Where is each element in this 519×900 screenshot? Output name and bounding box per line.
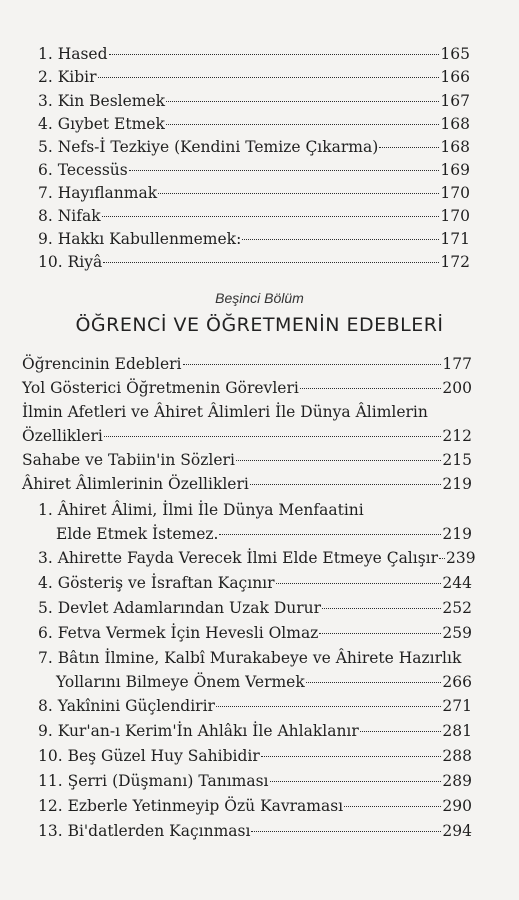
toc-entry-title: 7. Hayıflanmak — [38, 184, 158, 202]
toc-entry-title: 6. Fetva Vermek İçin Hevesli Olmaz — [38, 624, 319, 642]
toc-entry-page: 170 — [440, 184, 470, 202]
toc-entry — [22, 450, 472, 470]
toc-entry-page: 252 — [442, 599, 472, 617]
toc-entry-title: 10. Beş Güzel Huy Sahibidir — [38, 747, 260, 765]
toc-entry — [38, 206, 470, 226]
toc-entry-title: 9. Kur'an-ı Kerim'İn Ahlâkı İle Ahlaklanır — [38, 722, 359, 740]
toc-entry-title: 10. Riyâ — [38, 253, 103, 271]
toc-entry-page: 289 — [442, 772, 472, 790]
toc-entry-page: 167 — [440, 92, 470, 110]
toc-entry — [38, 696, 472, 716]
toc-entry — [38, 598, 472, 618]
dot-leader — [344, 806, 441, 807]
toc-entry-title: 13. Bi'datlerden Kaçınması — [38, 822, 251, 840]
toc-entry-title: 3. Ahirette Fayda Verecek İlmi Elde Etmeye Çalışır — [38, 549, 439, 567]
dot-leader — [306, 682, 442, 683]
dot-leader — [251, 831, 441, 832]
toc-entry — [38, 796, 472, 816]
toc-entry-title: 6. Tecessüs — [38, 161, 128, 179]
toc-entry-title: 5. Nefs-İ Tezkiye (Kendini Temize Çıkarma) — [38, 138, 379, 156]
toc-entry-title: 1. Âhiret Âlimi, İlmi İle Dünya Menfaatini — [38, 501, 364, 519]
toc-entry-first-line — [38, 500, 472, 520]
toc-entry-title: 4. Gösteriş ve İsraftan Kaçınır — [38, 574, 275, 592]
toc-entry — [38, 573, 472, 593]
toc-entry-title: 12. Ezberle Yetinmeyip Özü Kavraması — [38, 797, 344, 815]
dot-leader — [98, 77, 440, 78]
toc-entry-page: 259 — [442, 624, 472, 642]
toc-entry — [38, 746, 472, 766]
dot-leader — [183, 364, 442, 365]
toc-entry-page: 172 — [440, 253, 470, 271]
toc-entry-title: Âhiret Âlimlerinin Özellikleri — [22, 475, 249, 493]
toc-entry-title: 7. Bâtın İlmine, Kalbî Murakabeye ve Âhirete Hazırlık — [38, 649, 462, 667]
dot-leader — [103, 262, 439, 263]
toc-entry-title: Öğrencinin Edebleri — [22, 355, 182, 373]
toc-entry-page: 281 — [442, 722, 472, 740]
toc-entry — [56, 672, 472, 692]
dot-leader — [158, 193, 439, 194]
toc-entry-title-continued: Elde Etmek İstemez. — [56, 525, 219, 543]
toc-entry — [56, 524, 472, 544]
dot-leader — [216, 706, 441, 707]
toc-entry — [38, 548, 476, 568]
toc-entry-page: 165 — [440, 45, 470, 63]
toc-entry-page: 168 — [440, 138, 470, 156]
toc-entry-first-line — [38, 648, 472, 668]
toc-entry-first-line — [22, 402, 472, 422]
toc-entry — [38, 137, 470, 157]
dot-leader — [270, 781, 442, 782]
toc-entry — [38, 252, 470, 272]
toc-entry-title-continued: Yollarını Bilmeye Önem Vermek — [56, 673, 305, 691]
toc-entry-page: 212 — [442, 427, 472, 445]
dot-leader — [219, 534, 441, 535]
toc-entry-page: 169 — [440, 161, 470, 179]
dot-leader — [379, 147, 439, 148]
toc-entry-title: İlmin Afetleri ve Âhiret Âlimleri İle Dünya Âlimlerin — [22, 403, 428, 421]
toc-entry-page: 170 — [440, 207, 470, 225]
toc-entry-page: 200 — [442, 379, 472, 397]
toc-entry-page: 266 — [442, 673, 472, 691]
toc-entry-title: 11. Şerri (Düşmanı) Tanıması — [38, 772, 269, 790]
toc-entry — [38, 821, 472, 841]
toc-entry-page: 239 — [446, 549, 476, 567]
toc-entry-title: 5. Devlet Adamlarından Uzak Durur — [38, 599, 322, 617]
toc-entry — [38, 160, 470, 180]
toc-entry-title: 8. Nifak — [38, 207, 101, 225]
toc-entry-page: 219 — [442, 475, 472, 493]
toc-entry-title: 4. Gıybet Etmek — [38, 115, 165, 133]
toc-entry — [38, 721, 472, 741]
toc-entry — [22, 474, 472, 494]
toc-entry — [22, 354, 472, 374]
dot-leader — [250, 484, 442, 485]
toc-entry — [38, 91, 470, 111]
dot-leader — [276, 583, 442, 584]
toc-entry-title: Yol Gösterici Öğretmenin Görevleri — [22, 379, 299, 397]
dot-leader — [236, 460, 442, 461]
toc-entry-title: 1. Hased — [38, 45, 108, 63]
toc-entry-title: Sahabe ve Tabiin'in Sözleri — [22, 451, 235, 469]
toc-entry — [38, 114, 470, 134]
toc-entry — [38, 44, 470, 64]
section-label: Beşinci Bölüm — [215, 290, 304, 306]
dot-leader — [102, 216, 440, 217]
toc-entry-page: 166 — [440, 68, 470, 86]
dot-leader — [439, 558, 445, 559]
toc-entry-title: 2. Kibir — [38, 68, 97, 86]
toc-entry — [22, 378, 472, 398]
toc-entry-page: 244 — [442, 574, 472, 592]
dot-leader — [129, 170, 440, 171]
toc-entry-page: 219 — [442, 525, 472, 543]
toc-entry-page: 294 — [442, 822, 472, 840]
dot-leader — [104, 436, 442, 437]
toc-entry-title: 3. Kin Beslemek — [38, 92, 166, 110]
toc-entry — [38, 67, 470, 87]
toc-entry — [38, 623, 472, 643]
dot-leader — [261, 756, 442, 757]
toc-entry — [38, 183, 470, 203]
dot-leader — [319, 633, 441, 634]
dot-leader — [166, 124, 440, 125]
dot-leader — [360, 731, 442, 732]
dot-leader — [300, 388, 442, 389]
dot-leader — [322, 608, 441, 609]
toc-entry-title: 8. Yakînini Güçlendirir — [38, 697, 215, 715]
section-title: ÖĞRENCİ VE ÖĞRETMENİN EDEBLERİ — [75, 314, 444, 336]
toc-entry-page: 177 — [442, 355, 472, 373]
toc-entry-title: 9. Hakkı Kabullenmemek: — [38, 230, 242, 248]
toc-entry-page: 171 — [440, 230, 470, 248]
toc-entry — [38, 229, 470, 249]
dot-leader — [242, 239, 439, 240]
dot-leader — [166, 101, 439, 102]
toc-entry-page: 168 — [440, 115, 470, 133]
toc-entry-page: 290 — [442, 797, 472, 815]
toc-entry — [22, 426, 472, 446]
toc-entry-page: 288 — [442, 747, 472, 765]
toc-entry — [38, 771, 472, 791]
toc-entry-page: 271 — [442, 697, 472, 715]
dot-leader — [109, 54, 440, 55]
toc-entry-title-continued: Özellikleri — [22, 427, 103, 445]
toc-entry-page: 215 — [442, 451, 472, 469]
